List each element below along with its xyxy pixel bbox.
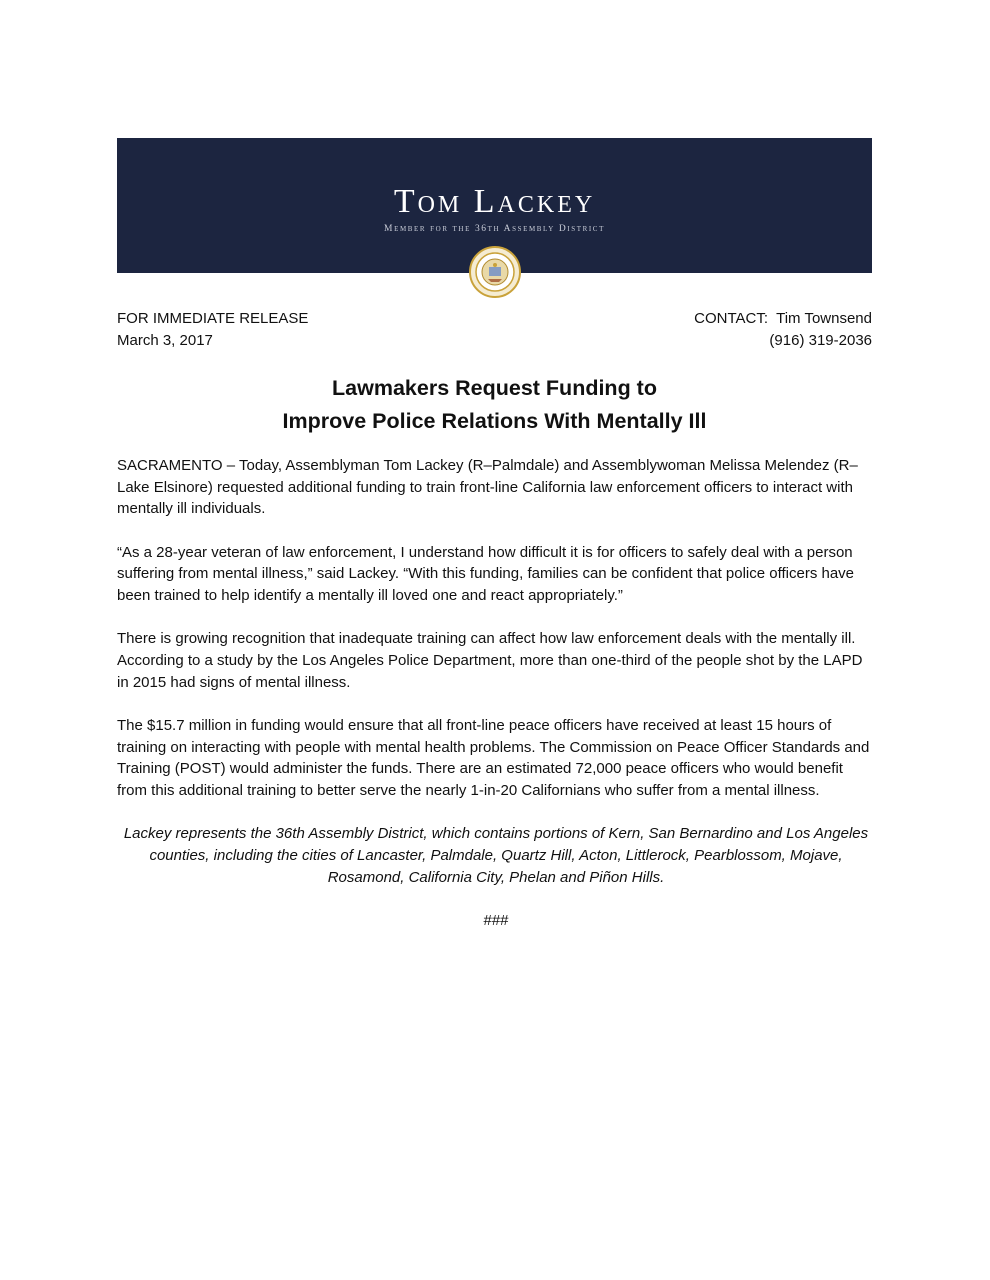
release-label: FOR IMMEDIATE RELEASE bbox=[117, 310, 309, 327]
paragraph-3: There is growing recognition that inadequate training can affect how law enforcement deals with the mentally ill. According to a study by the Los Angeles Police Department, more than one-third of the people shot by the LAPD in 2015 had signs of mental illness. bbox=[117, 630, 863, 691]
release-info bbox=[117, 308, 308, 352]
contact-phone: (916) 319-2036 bbox=[769, 332, 872, 349]
district-note: Lackey represents the 36th Assembly District, which contains portions of Kern, San Bernardino and Los Angeles counties, including the cities of Lancaster, Palmdale, Quartz Hill, Acton, Littlerock, Pearblossom, Mojave, Rosamond, California City, Phelan and Piñon Hills. bbox=[123, 825, 869, 886]
contact-name: CONTACT: Tim Townsend bbox=[694, 310, 872, 327]
headline bbox=[117, 372, 872, 438]
headline-line-1: Lawmakers Request Funding to bbox=[332, 376, 657, 400]
headline-line-2: Improve Police Relations With Mentally Ill bbox=[282, 409, 707, 433]
assembly-seal-icon bbox=[469, 246, 521, 298]
banner-name: Tom Lackey bbox=[393, 183, 596, 220]
press-release-body bbox=[117, 455, 875, 953]
release-date: March 3, 2017 bbox=[117, 332, 213, 349]
paragraph-4: The $15.7 million in funding would ensure that all front-line peace officers have received at least 15 hours of training on interacting with people with mental health problems. The Commission on Peace Officer Standards and Training (POST) would administer the funds. There are an estimated 72,000 peace officers who would benefit from this additional training to better serve the nearly 1-in-20 Californians who suffer from a mental illness. bbox=[117, 716, 870, 799]
paragraph-2: “As a 28-year veteran of law enforcement, I understand how difficult it is for officers to safely deal with a person suffering from mental illness,” said Lackey. “With this funding, families can be confident that police officers have been trained to help identify a mentally ill loved one and react appropriately.” bbox=[117, 543, 855, 605]
paragraph-1: SACRAMENTO – Today, Assemblyman Tom Lackey (R–Palmdale) and Assemblywoman Melissa Melendez (R–Lake Elsinore) requested additional funding to train front-line California law enforcement officers to interact with mentally ill individuals. bbox=[117, 457, 858, 518]
contact-info bbox=[694, 308, 872, 352]
banner-subtitle: Member for the 36th Assembly District bbox=[384, 224, 605, 234]
end-mark: ### bbox=[483, 911, 509, 929]
